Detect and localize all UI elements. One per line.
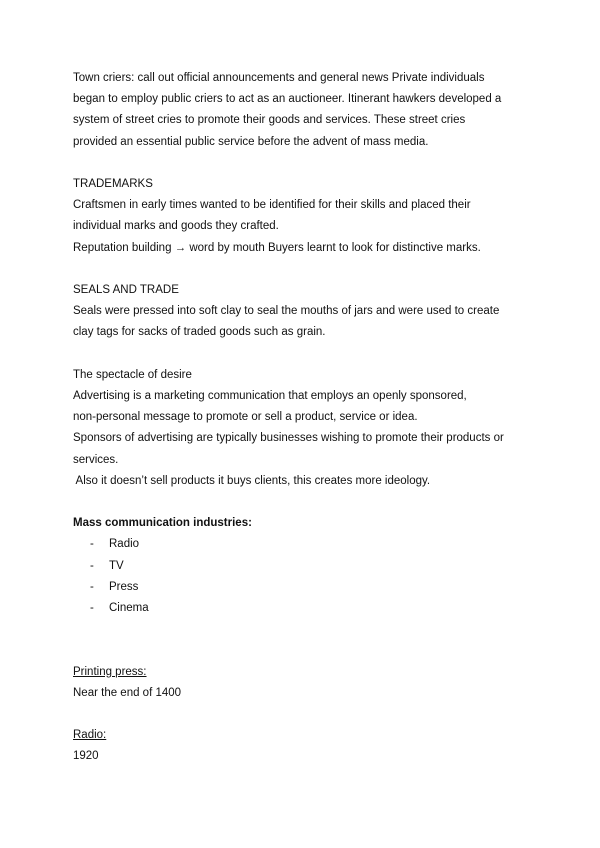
list-item-label: Radio [109,538,140,551]
section-heading-spectacle: The spectacle of desire [73,368,192,381]
paragraph-line: Town criers: call out official announcements and general news Private individuals [73,72,485,84]
seals-section [73,280,543,344]
spacer [73,259,543,280]
paragraph-line: began to employ public criers to act as an auctioneer. Itinerant hawkers developed a [73,93,502,106]
list-item-label: TV [109,559,124,572]
paragraph-line: Sponsors of advertising are typically businesses wishing to promote their products or [73,432,504,445]
list-item [73,598,543,619]
paragraph-line: Seals were pressed into soft clay to seal the mouths of jars and were used to create [73,305,500,318]
paragraph-line: services. [73,453,119,466]
paragraph-line: individual marks and goods they crafted. [73,220,279,233]
spacer [73,619,543,661]
dash-bullet: - [90,559,94,572]
paragraph-line: system of street cries to promote their goods and services. These street cries [73,114,466,127]
paragraph-line: non-personal message to promote or sell a product, service or idea. [73,411,418,424]
spacer [73,344,543,365]
section-heading-seals: SEALS AND TRADE [73,284,179,296]
industries-list [73,534,543,619]
paragraph-line: Near the end of 1400 [73,686,182,699]
spectacle-section [73,365,543,492]
spacer [73,153,543,174]
radio-section [73,725,543,767]
town-criers-paragraph [73,68,543,153]
spacer [73,704,543,725]
paragraph-line: 1920 [73,750,99,763]
document-body [73,68,543,768]
printing-press-section [73,662,543,704]
list-item-label: Press [109,580,139,593]
list-item [73,556,543,577]
section-heading-mass-communication: Mass communication industries: [73,517,252,530]
paragraph-line: clay tags for sacks of traded goods such as grain. [73,326,326,339]
list-item [73,577,543,598]
section-heading-trademarks: TRADEMARKS [73,178,153,190]
paragraph-line: Advertising is a marketing communication that employs an openly sponsored, [73,390,467,402]
paragraph-line: provided an essential public service before the advent of mass media. [73,135,429,148]
paragraph-line: Also it doesn’t sell products it buys clients, this creates more ideology. [73,474,431,487]
section-heading-radio: Radio: [73,729,107,742]
list-item-label: Cinema [109,601,149,614]
paragraph-line: Craftsmen in early times wanted to be identified for their skills and placed their [73,199,471,212]
dash-bullet: - [90,538,94,551]
list-item [73,534,543,555]
spacer [73,492,543,513]
mass-communication-section [73,513,543,619]
dash-bullet: - [90,601,94,614]
trademarks-section [73,174,543,259]
dash-bullet: - [90,580,94,593]
paragraph-line: Reputation building → word by mouth Buyers learnt to look for distinctive marks. [73,241,481,254]
section-heading-printing-press: Printing press: [73,665,147,678]
